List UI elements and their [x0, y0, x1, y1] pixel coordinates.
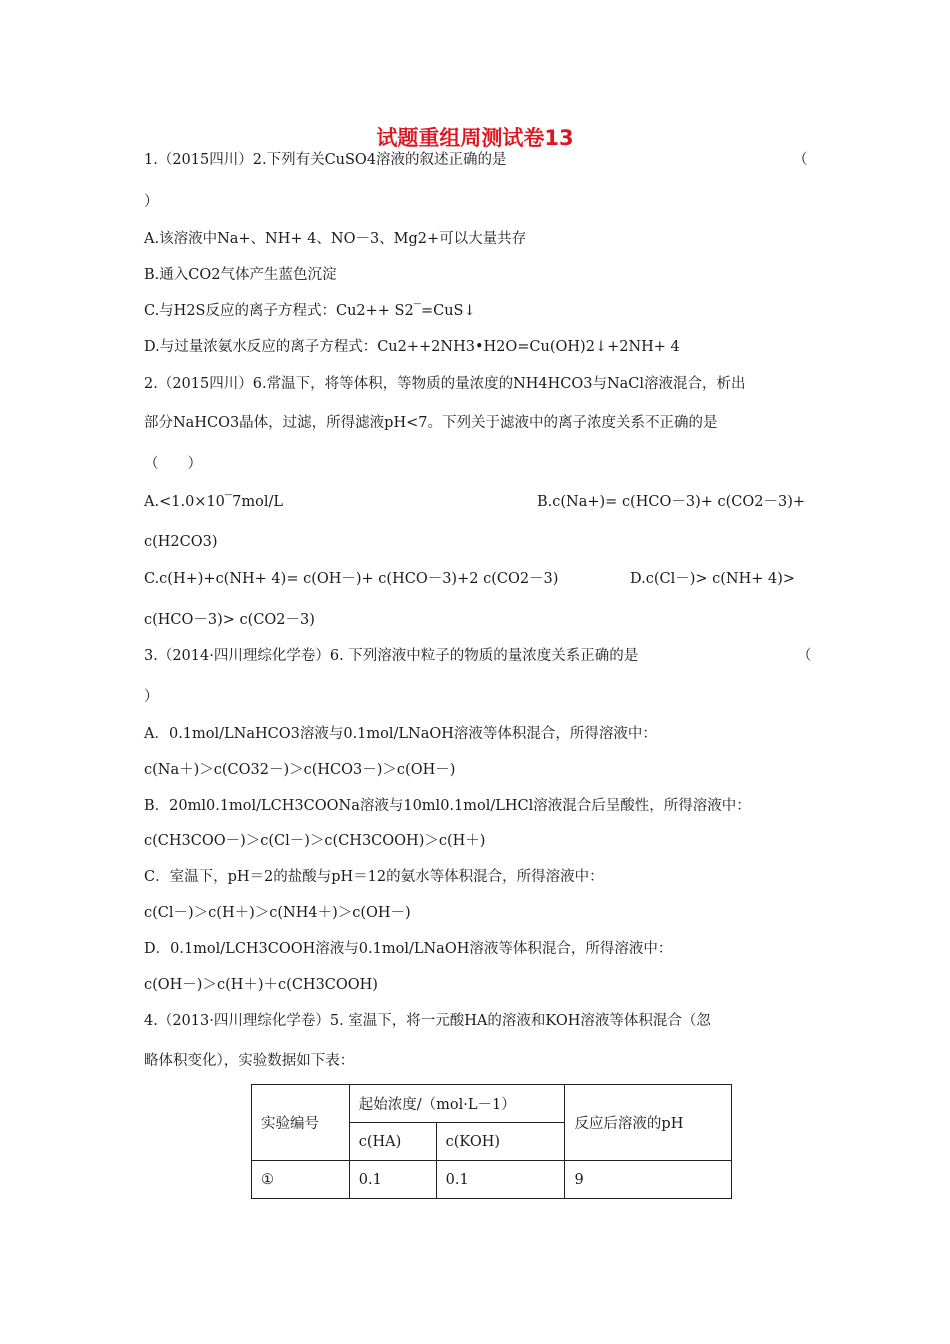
q1-option-d: D.与过量浓氨水反应的离子方程式：Cu2++2NH3•H2O=Cu(OH)2↓+2NH+ 4 — [144, 339, 680, 355]
q3-option-c: C．室温下，pH＝2的盐酸与pH＝12的氨水等体积混合，所得溶液中： — [144, 869, 604, 885]
q2-stem-line2: 部分NaHCO3晶体，过滤，所得滤液pH<7。下列关于滤液中的离子浓度关系不正确的是 — [144, 415, 718, 431]
q1-paren-open: （ — [793, 152, 808, 168]
q1-stem: 1.（2015四川）2.下列有关CuSO4溶液的叙述正确的是 — [144, 152, 507, 168]
q2-option-b-cont: c(H2CO3) — [144, 534, 218, 550]
cell-c-koh: 0.1 — [436, 1161, 565, 1199]
page-title: 试题重组周测试卷13 — [376, 126, 574, 150]
q3-stem: 3.（2014·四川理综化学卷）6. 下列溶液中粒子的物质的量浓度关系正确的是 — [144, 648, 639, 664]
q3-option-a-expr: c(Na＋)＞c(CO32－)＞c(HCO3－)＞c(OH－) — [144, 762, 456, 778]
header-experiment-number: 实验编号 — [252, 1085, 350, 1161]
q2-option-d-cont: c(HCO－3)> c(CO2－3) — [144, 612, 315, 628]
q4-stem-line1: 4.（2013·四川理综化学卷）5. 室温下，将一元酸HA的溶液和KOH溶液等体积混合（忽 — [144, 1013, 711, 1029]
header-final-ph: 反应后溶液的pH — [565, 1085, 732, 1161]
q3-option-c-expr: c(Cl－)＞c(H＋)＞c(NH4＋)＞c(OH－) — [144, 905, 411, 921]
q3-option-b-expr: c(CH3COO－)＞c(Cl－)＞c(CH3COOH)＞c(H＋) — [144, 833, 486, 849]
q3-option-b: B．20ml0.1mol/LCH3COONa溶液与10ml0.1mol/LHCl溶液混合后呈酸性，所得溶液中： — [144, 798, 751, 814]
header-initial-concentration: 起始浓度/（mol·L－1） — [349, 1085, 565, 1123]
q3-option-a: A．0.1mol/LNaHCO3溶液与0.1mol/LNaOH溶液等体积混合，所得溶液中： — [144, 726, 657, 742]
q2-stem-line1: 2.（2015四川）6.常温下，将等体积，等物质的量浓度的NH4HCO3与NaCl溶液混合，析出 — [144, 376, 746, 392]
header-c-koh: c(KOH) — [436, 1123, 565, 1161]
q1-option-a: A.该溶液中Na+、NH+ 4、NO－3、Mg2+可以大量共存 — [144, 231, 527, 247]
q3-option-d: D．0.1mol/LCH3COOH溶液与0.1mol/LNaOH溶液等体积混合，所得溶液中： — [144, 941, 673, 957]
q4-stem-line2: 略体积变化），实验数据如下表： — [144, 1053, 355, 1069]
q3-paren-close: ） — [144, 689, 159, 705]
cell-experiment-id: ① — [252, 1161, 350, 1199]
cell-c-ha: 0.1 — [349, 1161, 436, 1199]
q1-paren-close: ） — [144, 194, 159, 210]
q2-option-d: D.c(Cl－)> c(NH+ 4)> — [630, 571, 796, 587]
header-c-ha: c(HA) — [349, 1123, 436, 1161]
cell-ph: 9 — [565, 1161, 732, 1199]
table-header-row — [252, 1085, 732, 1123]
q2-option-c: C.c(H+)+c(NH+ 4)= c(OH－)+ c(HCO－3)+2 c(CO2－3) — [144, 571, 559, 587]
q3-paren-open: （ — [797, 648, 812, 664]
q1-option-b: B.通入CO2气体产生蓝色沉淀 — [144, 267, 337, 283]
q2-option-b: B.c(Na+)= c(HCO－3)+ c(CO2－3)+ — [537, 494, 806, 510]
q1-option-c: C.与H2S反应的离子方程式：Cu2++ S2‾=CuS↓ — [144, 303, 476, 319]
experiment-table — [251, 1084, 732, 1199]
q2-paren: （ ） — [144, 456, 202, 472]
q2-option-a: A.<1.0×10‾7mol/L — [144, 494, 283, 510]
q3-option-d-expr: c(OH－)＞c(H＋)＋c(CH3COOH) — [144, 977, 378, 993]
table-row — [252, 1161, 732, 1199]
